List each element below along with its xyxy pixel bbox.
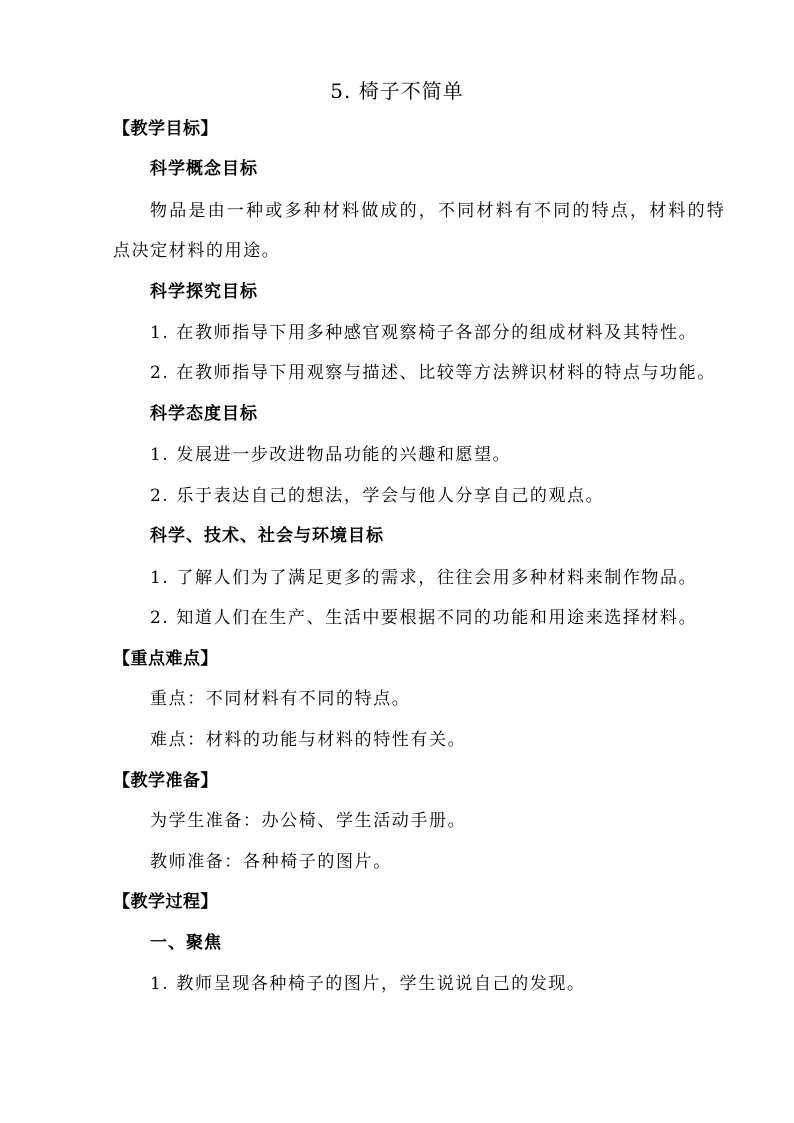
paragraph-concept-line-2: 点决定材料的用途。 bbox=[113, 241, 281, 261]
key-point-difficulty: 难点：材料的功能与材料的特性有关。 bbox=[150, 730, 467, 750]
list-item-inquiry-1: 1. 在教师指导下用多种感官观察椅子各部分的组成材料及其特性。 bbox=[150, 323, 698, 343]
paragraph-concept-line-1: 物品是由一种或多种材料做成的，不同材料有不同的特点，材料的特 bbox=[150, 201, 726, 221]
subheading-concept-goals: 科学概念目标 bbox=[150, 159, 258, 179]
subheading-inquiry-goals: 科学探究目标 bbox=[150, 282, 258, 302]
list-item-step-1-item-1: 1. 教师呈现各种椅子的图片，学生说说自己的发现。 bbox=[150, 974, 586, 994]
section-heading-preparation: 【教学准备】 bbox=[113, 771, 218, 791]
preparation-students: 为学生准备：办公椅、学生活动手册。 bbox=[150, 811, 467, 831]
key-point-focus: 重点：不同材料有不同的特点。 bbox=[150, 689, 411, 709]
subheading-step-1-focus: 一、聚焦 bbox=[150, 933, 222, 953]
subheading-stse-goals: 科学、技术、社会与环境目标 bbox=[150, 526, 384, 546]
section-heading-process: 【教学过程】 bbox=[113, 892, 218, 912]
list-item-attitude-2: 2. 乐于表达自己的想法，学会与他人分享自己的观点。 bbox=[150, 486, 605, 506]
section-heading-key-points: 【重点难点】 bbox=[113, 649, 218, 669]
list-item-attitude-1: 1. 发展进一步改进物品功能的兴趣和愿望。 bbox=[150, 445, 512, 465]
section-heading-teaching-goals: 【教学目标】 bbox=[113, 119, 218, 139]
preparation-teacher: 教师准备：各种椅子的图片。 bbox=[150, 852, 392, 872]
subheading-attitude-goals: 科学态度目标 bbox=[150, 404, 258, 424]
list-item-stse-2: 2. 知道人们在生产、生活中要根据不同的功能和用途来选择材料。 bbox=[150, 608, 698, 628]
list-item-stse-1: 1. 了解人们为了满足更多的需求，往往会用多种材料来制作物品。 bbox=[150, 568, 698, 588]
document-title: 5. 椅子不简单 bbox=[330, 79, 464, 103]
list-item-inquiry-2: 2. 在教师指导下用观察与描述、比较等方法辨识材料的特点与功能。 bbox=[150, 363, 716, 383]
